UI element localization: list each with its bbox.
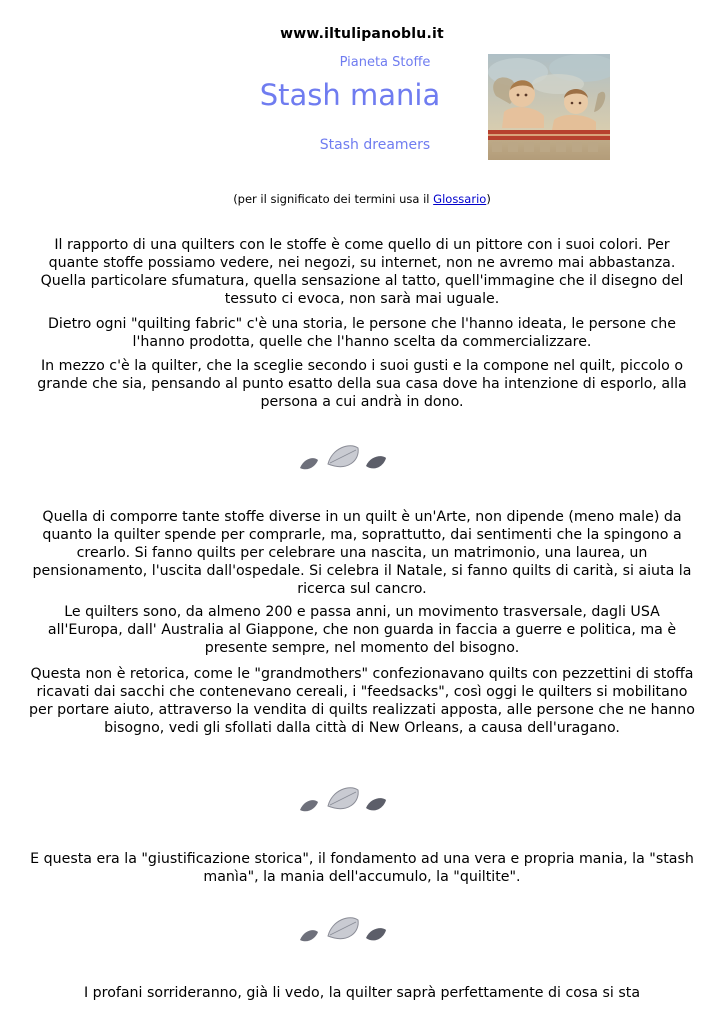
paragraph-quilter-sceglie: In mezzo c'è la quilter, che la sceglie secondo i suoi gusti e la compone nel quilt, piccolo o grande che sia, pensando al punto esatto della sua casa dove ha intenzione di esporlo, alla persona a cui andrà in dono. (37, 358, 687, 410)
paragraph-retorica: Questa non è retorica, come le "grandmothers" confezionavano quilts con pezzettini di stoffa ricavati dai sacchi che contenevano cereali, i "feedsacks", così oggi le quilters si mobilitano per portare aiuto, attraverso la vendita di quilts realizzati apposta, alle persone che ne hanno bisogno, vedi gli sfollati dalla città di New Orleans, a causa dell'uragano. (29, 666, 695, 736)
page-title: Stash mania (259, 78, 441, 112)
paragraph-giustificazione: E questa era la "giustificazione storica", il fondamento ad una vera e propria mania, la "stash manìa", la mania dell'accumulo, la "quiltite". (30, 851, 694, 885)
glossary-note-prefix: (per il significato dei termini usa il (233, 192, 434, 206)
glossary-link[interactable]: Glossario (433, 192, 487, 206)
leaf-divider-icon (296, 784, 392, 824)
paragraph-quilting-fabric: Dietro ogni "quilting fabric" c'è una storia, le persone che l'hanno ideata, le persone che l'hanno prodotta, quelle che l'hanno scelta da commercializzare. (48, 316, 676, 350)
paragraph-stoffe-colori: Il rapporto di una quilters con le stoffe è come quello di un pittore con i suoi colori. Per quante stoffe possiamo vedere, nei negozi, su internet, non ne avremo mai abbastanza. Quella particolare sfumatura, quella sensazione al tatto, quell'immagine che il disegno del tessuto ci evoca, non sarà mai uguale. (40, 237, 684, 307)
glossary-note (0, 192, 724, 206)
leaf-divider-icon (296, 914, 392, 954)
paragraph-profani: I profani sorrideranno, già li vedo, la quilter saprà perfettamente di cosa si sta (83, 985, 641, 1001)
site-url: www.iltulipanoblu.it (280, 26, 444, 42)
leaf-divider-icon (296, 442, 392, 482)
section-label: Pianeta Stoffe (339, 55, 431, 70)
paragraph-arte: Quella di comporre tante stoffe diverse in un quilt è un'Arte, non dipende (meno male) da quanto la quilter spende per comprarle, ma, soprattutto, dai sentimenti che la spingono a crearlo. Si fanno quilts per celebrare una nascita, un matrimonio, una laurea, un pensionamento, l'uscita dall'ospedale. Si celebra il Natale, si fanno quilts di carità, si aiuta la ricerca sul cancro. (32, 509, 692, 597)
paragraph-movimento: Le quilters sono, da almeno 200 e passa anni, un movimento trasversale, dagli USA all'Europa, dall' Australia al Giappone, che non guarda in faccia a guerre e politica, ma è presente sempre, nel momento del bisogno. (47, 604, 677, 656)
glossary-note-suffix: ) (486, 192, 491, 206)
page-subtitle: Stash dreamers (319, 137, 431, 153)
cherubs-painting-image (488, 54, 610, 160)
